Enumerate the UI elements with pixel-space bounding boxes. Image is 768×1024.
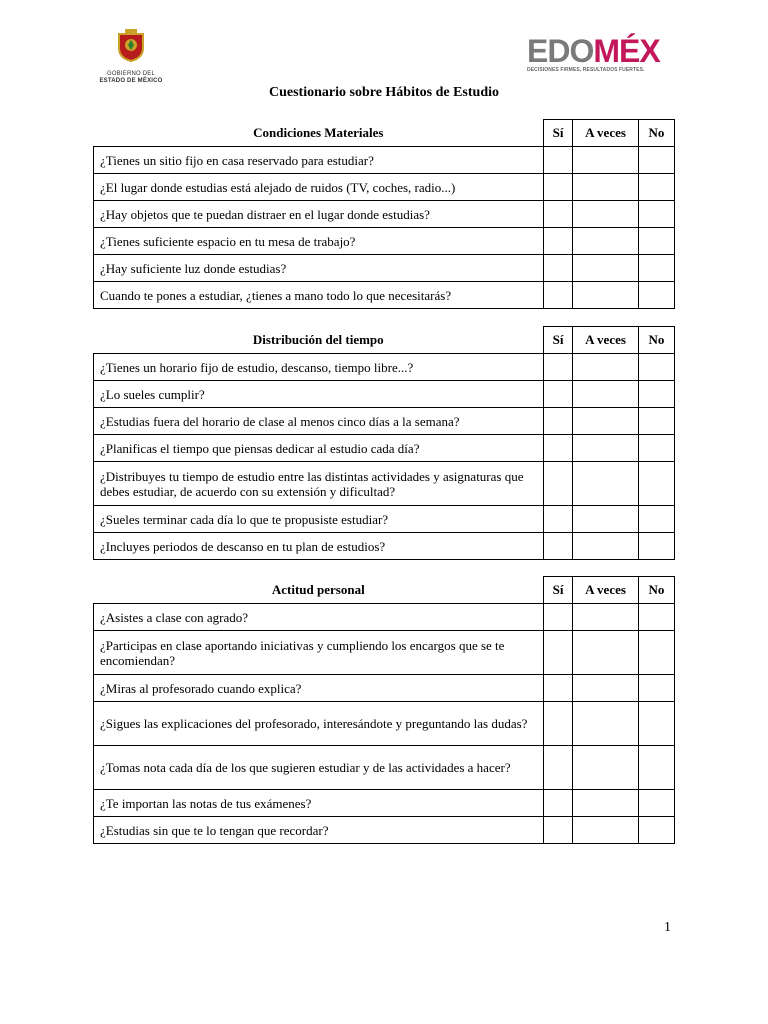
answer-no-cell[interactable] [639,282,675,309]
question-text: ¿Tienes un sitio fijo en casa reservado para estudiar? [94,147,544,174]
answer-si-cell[interactable] [544,147,573,174]
question-text: ¿Hay objetos que te puedan distraer en el lugar donde estudias? [94,201,544,228]
answer-si-cell[interactable] [544,462,573,506]
section-heading: Condiciones Materiales [253,124,384,140]
question-row [94,408,675,435]
question-row [94,675,675,702]
answer-aveces-cell[interactable] [573,435,639,462]
answer-no-cell[interactable] [639,174,675,201]
question-row [94,790,675,817]
answer-si-cell[interactable] [544,201,573,228]
answer-aveces-cell[interactable] [573,381,639,408]
answer-no-cell[interactable] [639,506,675,533]
question-row [94,282,675,309]
answer-aveces-cell[interactable] [573,817,639,844]
answer-aveces-cell[interactable] [573,174,639,201]
section-table [93,326,675,560]
answer-si-cell[interactable] [544,790,573,817]
answer-si-cell[interactable] [544,381,573,408]
question-row [94,746,675,790]
answer-si-cell[interactable] [544,604,573,631]
answer-aveces-cell[interactable] [573,408,639,435]
question-row [94,702,675,746]
section-heading: Actitud personal [271,581,365,597]
column-aveces: A veces [573,577,639,604]
question-text: ¿Asistes a clase con agrado? [94,604,544,631]
edomex-logo [527,34,667,80]
answer-aveces-cell[interactable] [573,604,639,631]
answer-no-cell[interactable] [639,228,675,255]
column-no: No [639,120,675,147]
answer-no-cell[interactable] [639,435,675,462]
state-seal-icon [115,28,147,62]
answer-aveces-cell[interactable] [573,790,639,817]
gov-line-2: ESTADO DE MÉXICO [99,78,163,84]
question-row [94,604,675,631]
answer-si-cell[interactable] [544,631,573,675]
question-row [94,381,675,408]
answer-si-cell[interactable] [544,228,573,255]
answer-aveces-cell[interactable] [573,147,639,174]
answer-no-cell[interactable] [639,746,675,790]
question-text: ¿Distribuyes tu tiempo de estudio entre las distintas actividades y asignaturas que debes estudiar, de acuerdo con su extensión y dificultad? [94,462,544,506]
answer-no-cell[interactable] [639,462,675,506]
page-number: 1 [664,920,671,935]
section-table [93,576,675,844]
question-text: ¿Tomas nota cada día de los que sugieren estudiar y de las actividades a hacer? [94,746,544,790]
government-text [90,71,172,85]
question-text: ¿Sigues las explicaciones del profesorado, interesándote y preguntando las dudas? [94,702,544,746]
answer-no-cell[interactable] [639,255,675,282]
question-text: ¿Estudias fuera del horario de clase al menos cinco días a la semana? [94,408,544,435]
answer-si-cell[interactable] [544,435,573,462]
answer-si-cell[interactable] [544,354,573,381]
answer-aveces-cell[interactable] [573,675,639,702]
section-heading: Distribución del tiempo [252,331,384,347]
answer-si-cell[interactable] [544,533,573,560]
answer-aveces-cell[interactable] [573,354,639,381]
question-text: ¿Participas en clase aportando iniciativas y cumpliendo los encargos que se te encomiendan? [94,631,544,675]
answer-si-cell[interactable] [544,746,573,790]
answer-aveces-cell[interactable] [573,533,639,560]
answer-si-cell[interactable] [544,174,573,201]
question-text: ¿Sueles terminar cada día lo que te propusiste estudiar? [94,506,544,533]
column-si: Sí [544,120,573,147]
question-row [94,462,675,506]
answer-si-cell[interactable] [544,702,573,746]
column-aveces: A veces [573,120,639,147]
answer-no-cell[interactable] [639,631,675,675]
answer-no-cell[interactable] [639,408,675,435]
column-no: No [639,577,675,604]
question-text: ¿Miras al profesorado cuando explica? [94,675,544,702]
question-row [94,533,675,560]
question-row [94,506,675,533]
question-text: ¿Estudias sin que te lo tengan que recordar? [94,817,544,844]
answer-si-cell[interactable] [544,408,573,435]
brand-part-a: EDO [527,33,594,69]
answer-no-cell[interactable] [639,702,675,746]
question-text: ¿Te importan las notas de tus exámenes? [94,790,544,817]
gov-line-1: GOBIERNO DEL [106,71,156,77]
answer-no-cell[interactable] [639,604,675,631]
answer-si-cell[interactable] [544,255,573,282]
answer-no-cell[interactable] [639,381,675,408]
question-text: ¿El lugar donde estudias está alejado de ruidos (TV, coches, radio...) [94,174,544,201]
answer-si-cell[interactable] [544,817,573,844]
answer-aveces-cell[interactable] [573,506,639,533]
answer-aveces-cell[interactable] [573,746,639,790]
question-row [94,255,675,282]
question-text: ¿Planificas el tiempo que piensas dedicar al estudio cada día? [94,435,544,462]
question-text: Cuando te pones a estudiar, ¿tienes a mano todo lo que necesitarás? [94,282,544,309]
document-title: Cuestionario sobre Hábitos de Estudio [269,85,499,100]
answer-si-cell[interactable] [544,675,573,702]
answer-no-cell[interactable] [639,533,675,560]
question-row [94,817,675,844]
brand-tagline: DECISIONES FIRMES, RESULTADOS FUERTES. [527,67,645,73]
question-row [94,228,675,255]
question-text: ¿Tienes un horario fijo de estudio, descanso, tiempo libre...? [94,354,544,381]
question-row [94,201,675,228]
question-row [94,435,675,462]
answer-no-cell[interactable] [639,354,675,381]
answer-no-cell[interactable] [639,201,675,228]
answer-si-cell[interactable] [544,506,573,533]
column-aveces: A veces [573,327,639,354]
answer-aveces-cell[interactable] [573,631,639,675]
question-text: ¿Lo sueles cumplir? [94,381,544,408]
answer-aveces-cell[interactable] [573,282,639,309]
answer-aveces-cell[interactable] [573,462,639,506]
question-row [94,631,675,675]
brand-part-b: MÉX [593,33,660,69]
answer-aveces-cell[interactable] [573,702,639,746]
question-row [94,147,675,174]
column-si: Sí [544,577,573,604]
answer-no-cell[interactable] [639,790,675,817]
question-text: ¿Hay suficiente luz donde estudias? [94,255,544,282]
answer-aveces-cell[interactable] [573,255,639,282]
answer-no-cell[interactable] [639,817,675,844]
column-no: No [639,327,675,354]
answer-no-cell[interactable] [639,675,675,702]
question-text: ¿Tienes suficiente espacio en tu mesa de trabajo? [94,228,544,255]
question-text: ¿Incluyes periodos de descanso en tu plan de estudios? [94,533,544,560]
answer-no-cell[interactable] [639,147,675,174]
question-row [94,174,675,201]
section-table [93,119,675,309]
gobierno-estado-mexico-logo [90,28,172,92]
edomex-wordmark [527,34,667,68]
question-row [94,354,675,381]
answer-aveces-cell[interactable] [573,228,639,255]
column-si: Sí [544,327,573,354]
answer-aveces-cell[interactable] [573,201,639,228]
answer-si-cell[interactable] [544,282,573,309]
